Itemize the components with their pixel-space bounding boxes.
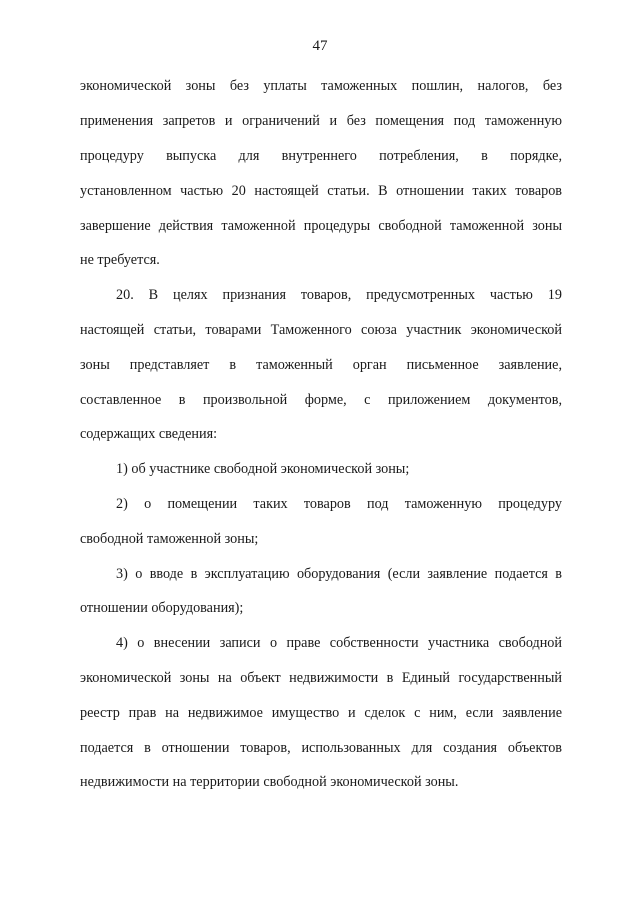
text-line: установленном частью 20 настоящей статьи. В отношении таких товаров <box>80 183 562 199</box>
paragraph-20-start: 20. В целях признания товаров, предусмотренных частью 19 <box>116 287 562 303</box>
text-line: составленное в произвольной форме, с приложением документов, <box>80 392 562 408</box>
text-line: процедуру выпуска для внутреннего потребления, в порядке, <box>80 148 562 164</box>
page-number: 47 <box>312 38 328 54</box>
text-line: отношении оборудования); <box>80 600 244 616</box>
text-line: свободной таможенной зоны; <box>80 531 259 547</box>
text-line: не требуется. <box>80 252 160 268</box>
text-line: завершение действия таможенной процедуры свободной таможенной зоны <box>80 218 562 234</box>
list-item-1: 1) об участнике свободной экономической зоны; <box>116 461 410 477</box>
text-line: экономической зоны без уплаты таможенных пошлин, налогов, без <box>80 78 562 94</box>
list-item-4: 4) о внесении записи о праве собственности участника свободной <box>116 635 562 651</box>
text-line: подается в отношении товаров, использованных для создания объектов <box>80 740 562 756</box>
list-item-3: 3) о вводе в эксплуатацию оборудования (если заявление подается в <box>116 566 562 582</box>
text-line: содержащих сведения: <box>80 426 218 442</box>
text-line: недвижимости на территории свободной экономической зоны. <box>80 774 459 790</box>
text-line: применения запретов и ограничений и без помещения под таможенную <box>80 113 562 129</box>
text-line: зоны представляет в таможенный орган письменное заявление, <box>80 357 562 373</box>
text-line: экономической зоны на объект недвижимости в Единый государственный <box>80 670 562 686</box>
text-line: настоящей статьи, товарами Таможенного союза участник экономической <box>80 322 562 338</box>
list-item-2: 2) о помещении таких товаров под таможенную процедуру <box>116 496 562 512</box>
text-line: реестр прав на недвижимое имущество и сделок с ним, если заявление <box>80 705 562 721</box>
